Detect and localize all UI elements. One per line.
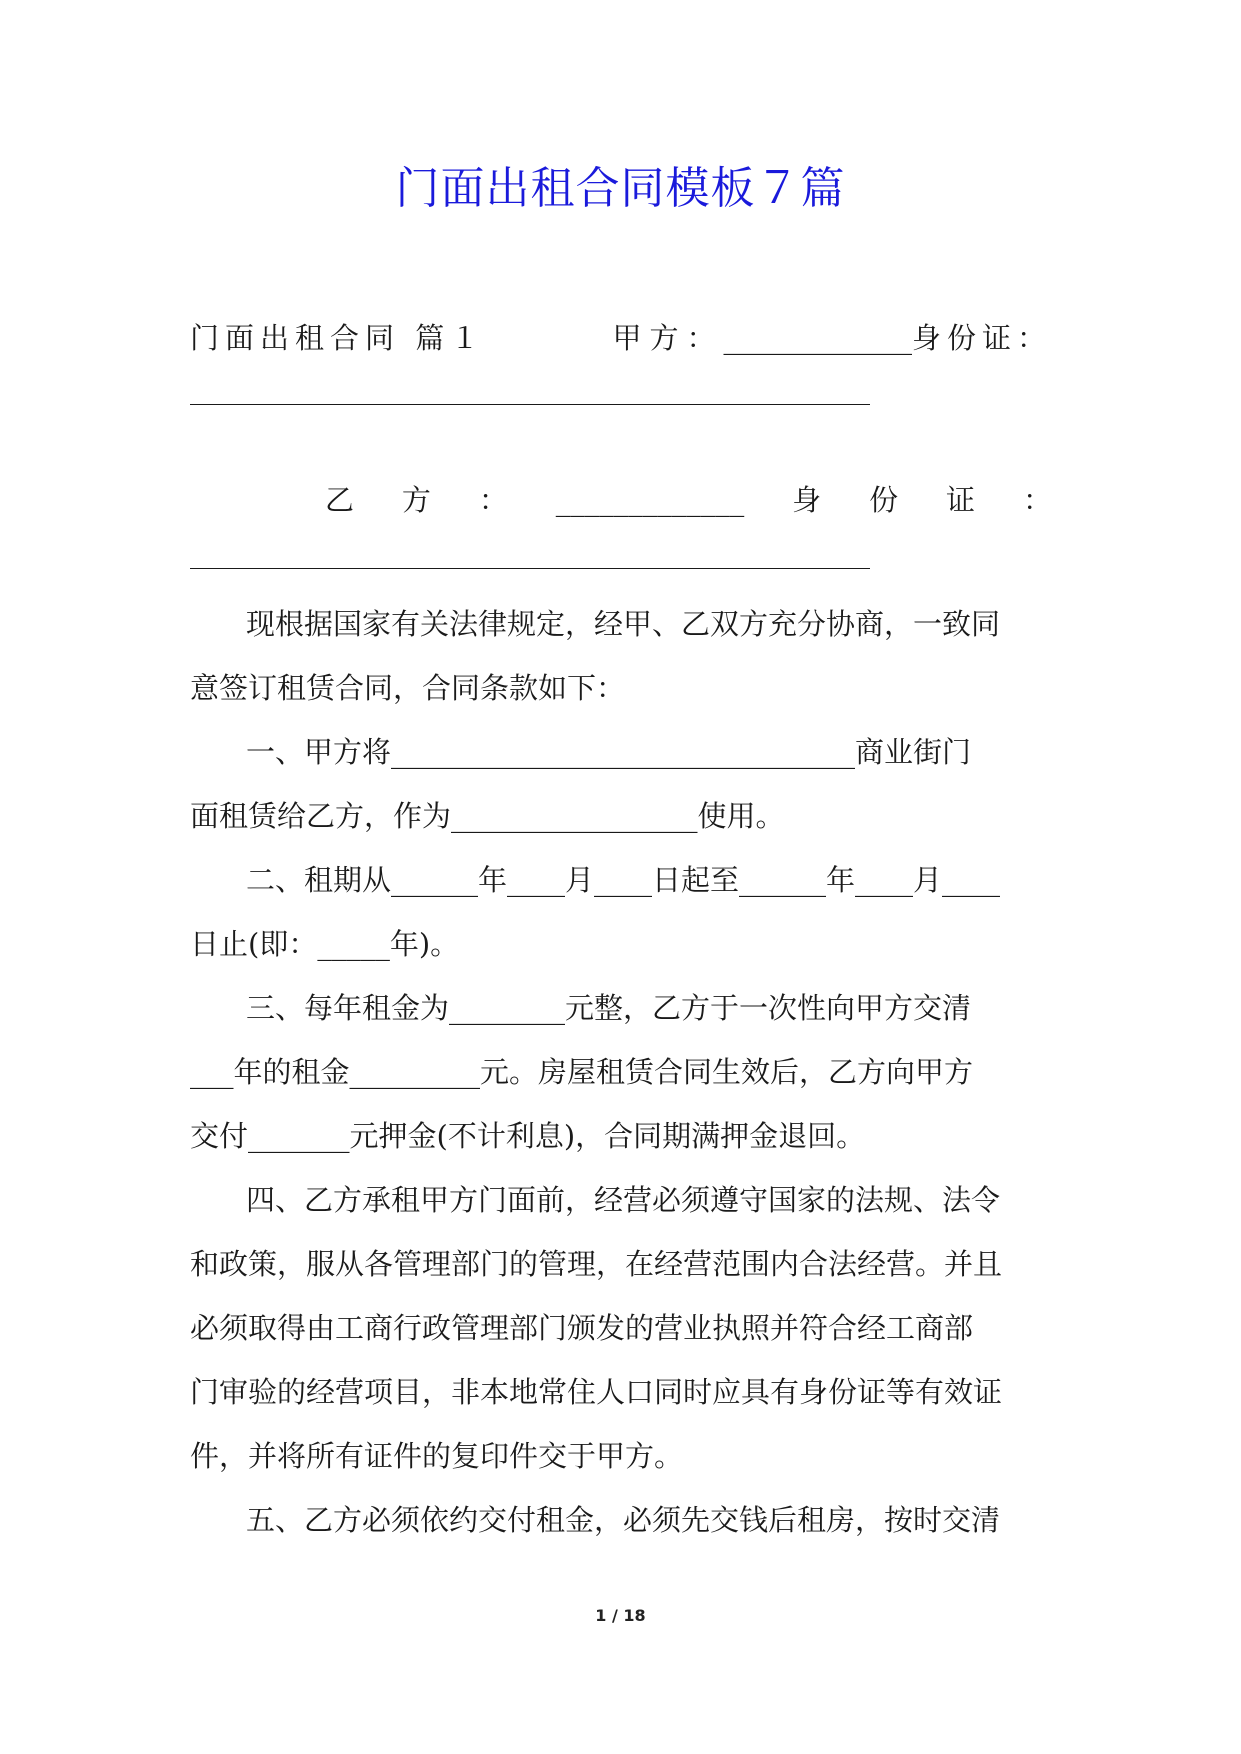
paragraph-line: 件，并将所有证件的复印件交于甲方。	[190, 1439, 684, 1473]
paragraph-line: 和政策，服从各管理部门的管理，在经营范围内合法经营。并且	[190, 1247, 1003, 1281]
contract-section-label: 门面出租合同 篇１	[190, 321, 486, 355]
paragraph-line: 四、乙方承租甲方门面前，经营必须遵守国家的法规、法令	[246, 1183, 1001, 1217]
party-a-id-blank-rule	[190, 404, 870, 405]
document-title: 门面出租合同模板７篇	[395, 163, 846, 214]
party-b-blank: _____________	[555, 483, 745, 517]
paragraph-line: 门审验的经营项目，非本地常住人口同时应具有身份证等有效证	[190, 1375, 1003, 1409]
party-a-blank: _____________	[723, 321, 912, 355]
party-a-label: 甲方：	[612, 321, 724, 355]
paragraph-line: 面租赁给乙方，作为_________________使用。	[190, 799, 785, 833]
paragraph-line: 二、租期从______年____月____日起至______年____月____	[246, 863, 1001, 897]
party-b-char: 份	[869, 483, 899, 517]
paragraph-line: 交付_______元押金(不计利息)，合同期满押金退回。	[190, 1119, 866, 1153]
header-line-party-a	[190, 318, 1052, 358]
party-b-char: 方	[401, 483, 431, 517]
paragraph-line: 五、乙方必须依约交付租金，必须先交钱后租房，按时交清	[246, 1503, 1001, 1537]
party-b-char: 证	[946, 483, 976, 517]
party-b-char: 身	[792, 483, 822, 517]
party-b-id-blank-rule	[190, 568, 870, 569]
paragraph-line: 日止(即：_____年)。	[190, 927, 460, 961]
paragraph-line: 三、每年租金为________元整，乙方于一次性向甲方交清	[246, 991, 972, 1025]
party-b-char: 乙	[325, 483, 355, 517]
paragraph-line: ___年的租金_________元。房屋租赁合同生效后，乙方向甲方	[190, 1055, 974, 1089]
paragraph-line: 现根据国家有关法律规定，经甲、乙双方充分协商，一致同	[246, 607, 1001, 641]
header-line-party-b	[325, 480, 1052, 520]
party-b-char: ：	[1022, 483, 1052, 517]
paragraph-line: 意签订租赁合同，合同条款如下：	[190, 671, 626, 705]
page-number: 1 / 18	[595, 1606, 646, 1625]
party-b-char: ：	[478, 483, 508, 517]
id-card-label-a: 身份证：	[911, 321, 1052, 355]
paragraph-line: 必须取得由工商行政管理部门颁发的营业执照并符合经工商部	[190, 1311, 974, 1345]
party-a-group	[612, 318, 1052, 358]
paragraph-line: 一、甲方将________________________________商业街门	[246, 735, 972, 769]
